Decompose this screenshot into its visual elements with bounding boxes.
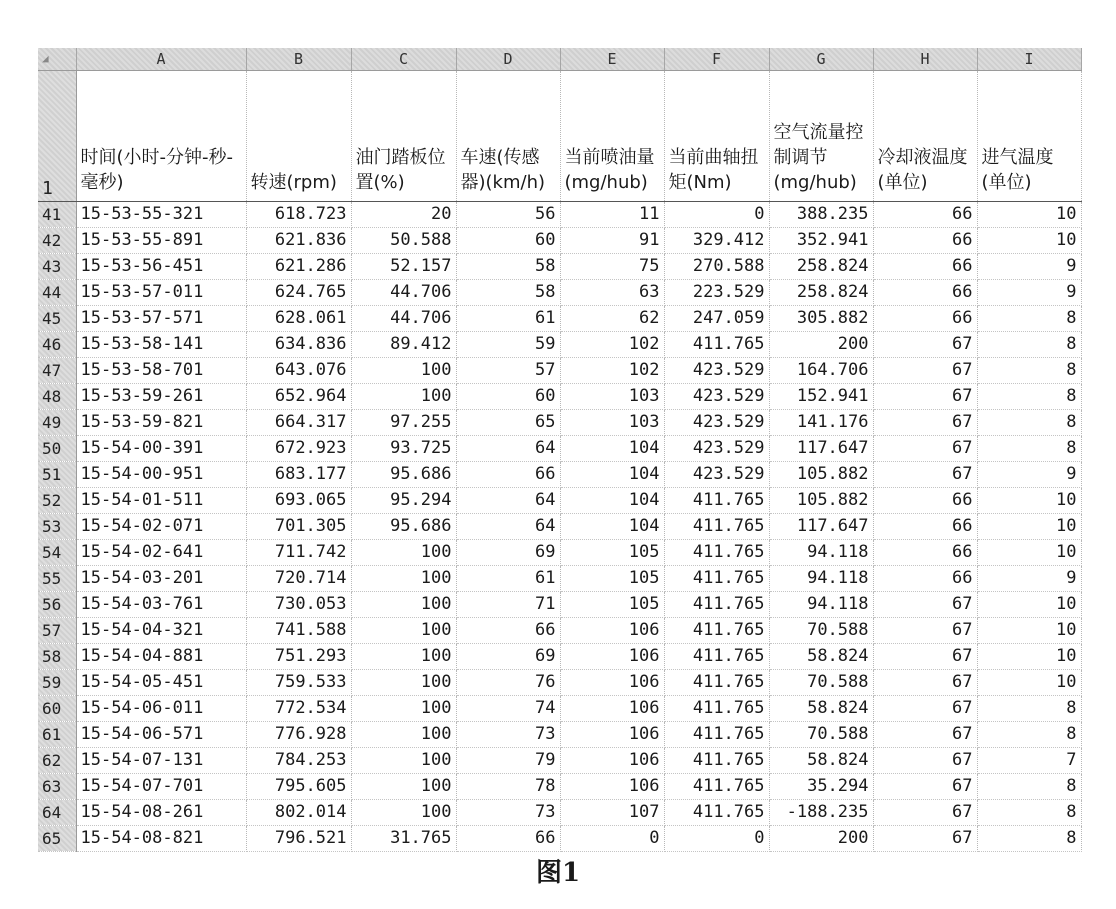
data-cell[interactable]: 9 [977, 462, 1081, 488]
data-cell[interactable]: 411.765 [664, 540, 769, 566]
data-cell[interactable]: 93.725 [351, 436, 456, 462]
data-cell[interactable]: 11 [560, 202, 664, 228]
column-header-d[interactable]: D [456, 48, 560, 71]
data-cell[interactable]: 105 [560, 592, 664, 618]
data-cell[interactable]: 8 [977, 306, 1081, 332]
data-cell[interactable]: 15-54-03-761 [76, 592, 246, 618]
data-cell[interactable]: 672.923 [246, 436, 351, 462]
data-cell[interactable]: 15-54-04-321 [76, 618, 246, 644]
data-cell[interactable]: 652.964 [246, 384, 351, 410]
table-row [38, 358, 1081, 384]
data-cell[interactable]: 10 [977, 228, 1081, 254]
table-row [38, 228, 1081, 254]
data-cell[interactable]: 223.529 [664, 280, 769, 306]
data-cell[interactable]: 71 [456, 592, 560, 618]
data-cell[interactable]: 67 [873, 696, 977, 722]
data-cell[interactable]: 329.412 [664, 228, 769, 254]
data-cell[interactable]: -188.235 [769, 800, 873, 826]
data-cell[interactable]: 9 [977, 254, 1081, 280]
data-cell[interactable]: 106 [560, 696, 664, 722]
data-cell[interactable]: 95.294 [351, 488, 456, 514]
data-cell[interactable]: 152.941 [769, 384, 873, 410]
data-cell[interactable]: 66 [873, 228, 977, 254]
table-row [38, 800, 1081, 826]
data-cell[interactable]: 61 [456, 566, 560, 592]
data-cell[interactable]: 15-54-02-641 [76, 540, 246, 566]
table-row [38, 462, 1081, 488]
data-cell[interactable]: 411.765 [664, 332, 769, 358]
data-cell[interactable]: 75 [560, 254, 664, 280]
table-row [38, 670, 1081, 696]
figure-caption: 图1 [535, 858, 581, 888]
column-header-bar [38, 48, 1081, 71]
data-cell[interactable]: 9 [977, 280, 1081, 306]
data-cell[interactable]: 15-53-58-701 [76, 358, 246, 384]
data-cell[interactable]: 105.882 [769, 488, 873, 514]
column-header-e[interactable]: E [560, 48, 664, 71]
data-cell[interactable]: 100 [351, 696, 456, 722]
row-number[interactable]: 42 [38, 228, 76, 254]
data-cell[interactable]: 100 [351, 800, 456, 826]
data-cell[interactable]: 67 [873, 410, 977, 436]
data-cell[interactable]: 411.765 [664, 514, 769, 540]
data-cell[interactable]: 423.529 [664, 410, 769, 436]
data-cell[interactable]: 100 [351, 670, 456, 696]
data-cell[interactable]: 15-53-58-141 [76, 332, 246, 358]
data-cell[interactable]: 95.686 [351, 514, 456, 540]
row-number[interactable]: 61 [38, 722, 76, 748]
data-cell[interactable]: 621.836 [246, 228, 351, 254]
data-cell[interactable]: 8 [977, 384, 1081, 410]
data-cell[interactable]: 106 [560, 774, 664, 800]
data-cell[interactable]: 67 [873, 358, 977, 384]
data-cell[interactable]: 31.765 [351, 826, 456, 852]
data-cell[interactable]: 200 [769, 826, 873, 852]
data-cell[interactable]: 66 [873, 514, 977, 540]
row-number[interactable]: 62 [38, 748, 76, 774]
row-number[interactable]: 46 [38, 332, 76, 358]
data-cell[interactable]: 69 [456, 540, 560, 566]
table-row [38, 774, 1081, 800]
data-cell[interactable]: 102 [560, 358, 664, 384]
table-row [38, 280, 1081, 306]
data-cell[interactable]: 59 [456, 332, 560, 358]
header-cell[interactable]: 当前曲轴扭矩(Nm) [664, 71, 769, 202]
data-cell[interactable]: 58.824 [769, 748, 873, 774]
table-row [38, 514, 1081, 540]
data-cell[interactable]: 67 [873, 748, 977, 774]
data-cell[interactable]: 106 [560, 748, 664, 774]
data-cell[interactable]: 79 [456, 748, 560, 774]
data-cell[interactable]: 60 [456, 228, 560, 254]
data-cell[interactable]: 0 [664, 826, 769, 852]
column-header-h[interactable]: H [873, 48, 977, 71]
data-cell[interactable]: 10 [977, 202, 1081, 228]
row-number[interactable]: 51 [38, 462, 76, 488]
row-number[interactable]: 47 [38, 358, 76, 384]
data-cell[interactable]: 10 [977, 540, 1081, 566]
data-cell[interactable]: 44.706 [351, 306, 456, 332]
data-cell[interactable]: 15-54-00-951 [76, 462, 246, 488]
data-cell[interactable]: 15-53-59-261 [76, 384, 246, 410]
header-cell[interactable]: 进气温度(单位) [977, 71, 1081, 202]
data-cell[interactable]: 10 [977, 488, 1081, 514]
table-row [38, 696, 1081, 722]
data-cell[interactable]: 67 [873, 800, 977, 826]
row-number[interactable]: 55 [38, 566, 76, 592]
data-cell[interactable]: 15-54-07-131 [76, 748, 246, 774]
data-cell[interactable]: 106 [560, 722, 664, 748]
data-cell[interactable]: 352.941 [769, 228, 873, 254]
table-row [38, 332, 1081, 358]
data-cell[interactable]: 66 [873, 254, 977, 280]
data-cell[interactable]: 58 [456, 254, 560, 280]
data-cell[interactable]: 63 [560, 280, 664, 306]
data-cell[interactable]: 66 [873, 306, 977, 332]
data-cell[interactable]: 20 [351, 202, 456, 228]
data-cell[interactable]: 100 [351, 384, 456, 410]
data-cell[interactable]: 247.059 [664, 306, 769, 332]
data-cell[interactable]: 64 [456, 488, 560, 514]
table-row [38, 436, 1081, 462]
data-cell[interactable]: 200 [769, 332, 873, 358]
data-cell[interactable]: 67 [873, 670, 977, 696]
data-cell[interactable]: 52.157 [351, 254, 456, 280]
row-number[interactable]: 41 [38, 202, 76, 228]
data-cell[interactable]: 411.765 [664, 722, 769, 748]
row-number[interactable]: 65 [38, 826, 76, 852]
column-header-i[interactable]: I [977, 48, 1081, 71]
data-cell[interactable]: 643.076 [246, 358, 351, 384]
data-cell[interactable]: 102 [560, 332, 664, 358]
data-cell[interactable]: 105 [560, 540, 664, 566]
data-cell[interactable]: 117.647 [769, 514, 873, 540]
data-cell[interactable]: 664.317 [246, 410, 351, 436]
data-cell[interactable]: 720.714 [246, 566, 351, 592]
data-cell[interactable]: 8 [977, 410, 1081, 436]
data-cell[interactable]: 103 [560, 384, 664, 410]
data-cell[interactable]: 15-53-56-451 [76, 254, 246, 280]
row-number[interactable]: 48 [38, 384, 76, 410]
data-cell[interactable]: 15-54-07-701 [76, 774, 246, 800]
row-number[interactable]: 60 [38, 696, 76, 722]
table-row [38, 722, 1081, 748]
data-cell[interactable]: 795.605 [246, 774, 351, 800]
data-cell[interactable]: 60 [456, 384, 560, 410]
data-cell[interactable]: 100 [351, 748, 456, 774]
data-cell[interactable]: 70.588 [769, 670, 873, 696]
data-cell[interactable]: 164.706 [769, 358, 873, 384]
data-cell[interactable]: 97.255 [351, 410, 456, 436]
table-row [38, 826, 1081, 852]
data-cell[interactable]: 15-54-02-071 [76, 514, 246, 540]
table-row [38, 488, 1081, 514]
data-cell[interactable]: 258.824 [769, 254, 873, 280]
data-cell[interactable]: 100 [351, 540, 456, 566]
row-number[interactable]: 64 [38, 800, 76, 826]
data-cell[interactable]: 634.836 [246, 332, 351, 358]
data-cell[interactable]: 65 [456, 410, 560, 436]
data-cell[interactable]: 104 [560, 514, 664, 540]
data-cell[interactable]: 10 [977, 644, 1081, 670]
data-cell[interactable]: 711.742 [246, 540, 351, 566]
table-row [38, 540, 1081, 566]
data-cell[interactable]: 74 [456, 696, 560, 722]
data-cell[interactable]: 67 [873, 462, 977, 488]
data-cell[interactable]: 741.588 [246, 618, 351, 644]
data-cell[interactable]: 411.765 [664, 618, 769, 644]
data-cell[interactable]: 411.765 [664, 488, 769, 514]
table-row [38, 566, 1081, 592]
data-cell[interactable]: 94.118 [769, 592, 873, 618]
data-cell[interactable]: 141.176 [769, 410, 873, 436]
data-cell[interactable]: 66 [873, 280, 977, 306]
data-cell[interactable]: 258.824 [769, 280, 873, 306]
spreadsheet-grid[interactable] [38, 48, 1082, 852]
row-number[interactable]: 53 [38, 514, 76, 540]
data-cell[interactable]: 100 [351, 566, 456, 592]
data-cell[interactable]: 701.305 [246, 514, 351, 540]
data-cell[interactable]: 35.294 [769, 774, 873, 800]
data-cell[interactable]: 270.588 [664, 254, 769, 280]
data-cell[interactable]: 67 [873, 436, 977, 462]
data-cell[interactable]: 423.529 [664, 358, 769, 384]
column-header-a[interactable]: A [76, 48, 246, 71]
data-cell[interactable]: 15-54-00-391 [76, 436, 246, 462]
data-cell[interactable]: 62 [560, 306, 664, 332]
data-cell[interactable]: 751.293 [246, 644, 351, 670]
row-number[interactable]: 58 [38, 644, 76, 670]
row-number[interactable]: 56 [38, 592, 76, 618]
data-cell[interactable]: 100 [351, 358, 456, 384]
data-cell[interactable]: 10 [977, 592, 1081, 618]
data-cell[interactable]: 64 [456, 436, 560, 462]
data-cell[interactable]: 683.177 [246, 462, 351, 488]
data-cell[interactable]: 730.053 [246, 592, 351, 618]
data-cell[interactable]: 64 [456, 514, 560, 540]
header-cell[interactable]: 时间(小时-分钟-秒-毫秒) [76, 71, 246, 202]
data-cell[interactable]: 70.588 [769, 722, 873, 748]
data-cell[interactable]: 759.533 [246, 670, 351, 696]
row-number[interactable]: 57 [38, 618, 76, 644]
table-row [38, 618, 1081, 644]
data-cell[interactable]: 100 [351, 722, 456, 748]
data-cell[interactable]: 105.882 [769, 462, 873, 488]
data-cell[interactable]: 104 [560, 436, 664, 462]
data-cell[interactable]: 15-53-57-571 [76, 306, 246, 332]
data-cell[interactable]: 8 [977, 774, 1081, 800]
data-cell[interactable]: 57 [456, 358, 560, 384]
row-number[interactable]: 54 [38, 540, 76, 566]
row-number[interactable]: 45 [38, 306, 76, 332]
header-row [38, 71, 1081, 202]
data-cell[interactable]: 411.765 [664, 670, 769, 696]
data-cell[interactable]: 100 [351, 644, 456, 670]
data-cell[interactable]: 106 [560, 644, 664, 670]
data-cell[interactable]: 388.235 [769, 202, 873, 228]
data-cell[interactable]: 67 [873, 592, 977, 618]
data-cell[interactable]: 67 [873, 826, 977, 852]
data-cell[interactable]: 106 [560, 670, 664, 696]
data-cell[interactable]: 693.065 [246, 488, 351, 514]
data-cell[interactable]: 100 [351, 618, 456, 644]
data-cell[interactable]: 305.882 [769, 306, 873, 332]
data-cell[interactable]: 94.118 [769, 540, 873, 566]
data-cell[interactable]: 8 [977, 826, 1081, 852]
header-cell[interactable]: 当前喷油量(mg/hub) [560, 71, 664, 202]
table-row [38, 410, 1081, 436]
data-cell[interactable]: 0 [664, 202, 769, 228]
data-cell[interactable]: 61 [456, 306, 560, 332]
data-cell[interactable]: 15-53-55-891 [76, 228, 246, 254]
data-cell[interactable]: 618.723 [246, 202, 351, 228]
data-cell[interactable]: 103 [560, 410, 664, 436]
data-cell[interactable]: 117.647 [769, 436, 873, 462]
data-cell[interactable]: 411.765 [664, 696, 769, 722]
data-cell[interactable]: 411.765 [664, 800, 769, 826]
data-cell[interactable]: 15-54-06-011 [76, 696, 246, 722]
data-cell[interactable]: 107 [560, 800, 664, 826]
header-cell[interactable]: 空气流量控制调节(mg/hub) [769, 71, 873, 202]
data-cell[interactable]: 776.928 [246, 722, 351, 748]
data-cell[interactable]: 423.529 [664, 384, 769, 410]
table-row [38, 748, 1081, 774]
data-cell[interactable]: 50.588 [351, 228, 456, 254]
column-header-c[interactable]: C [351, 48, 456, 71]
data-cell[interactable]: 66 [873, 566, 977, 592]
data-cell[interactable]: 67 [873, 644, 977, 670]
table-row [38, 384, 1081, 410]
data-cell[interactable]: 411.765 [664, 748, 769, 774]
data-cell[interactable]: 58.824 [769, 644, 873, 670]
data-cell[interactable]: 100 [351, 592, 456, 618]
data-cell[interactable]: 15-54-04-881 [76, 644, 246, 670]
row-number[interactable]: 50 [38, 436, 76, 462]
data-cell[interactable]: 66 [456, 618, 560, 644]
data-cell[interactable]: 15-53-57-011 [76, 280, 246, 306]
data-cell[interactable]: 66 [456, 826, 560, 852]
data-cell[interactable]: 73 [456, 800, 560, 826]
data-cell[interactable]: 94.118 [769, 566, 873, 592]
data-cell[interactable]: 89.412 [351, 332, 456, 358]
data-cell[interactable]: 411.765 [664, 644, 769, 670]
data-cell[interactable]: 56 [456, 202, 560, 228]
data-cell[interactable]: 802.014 [246, 800, 351, 826]
data-cell[interactable]: 628.061 [246, 306, 351, 332]
header-cell[interactable]: 油门踏板位置(%) [351, 71, 456, 202]
data-cell[interactable]: 796.521 [246, 826, 351, 852]
data-cell[interactable]: 73 [456, 722, 560, 748]
data-cell[interactable]: 411.765 [664, 592, 769, 618]
data-cell[interactable]: 67 [873, 332, 977, 358]
data-cell[interactable]: 8 [977, 722, 1081, 748]
data-cell[interactable]: 10 [977, 618, 1081, 644]
data-cell[interactable]: 8 [977, 332, 1081, 358]
data-cell[interactable]: 67 [873, 618, 977, 644]
data-cell[interactable]: 66 [873, 488, 977, 514]
data-cell[interactable]: 423.529 [664, 436, 769, 462]
table-row [38, 254, 1081, 280]
data-cell[interactable]: 0 [560, 826, 664, 852]
data-cell[interactable]: 67 [873, 774, 977, 800]
data-cell[interactable]: 15-53-55-321 [76, 202, 246, 228]
data-cell[interactable]: 15-54-01-511 [76, 488, 246, 514]
select-all-corner[interactable]: ◢ [38, 48, 76, 71]
data-cell[interactable]: 66 [873, 202, 977, 228]
column-header-g[interactable]: G [769, 48, 873, 71]
data-cell[interactable]: 44.706 [351, 280, 456, 306]
data-cell[interactable]: 8 [977, 696, 1081, 722]
data-cell[interactable]: 8 [977, 358, 1081, 384]
data-cell[interactable]: 10 [977, 514, 1081, 540]
data-cell[interactable]: 624.765 [246, 280, 351, 306]
data-cell[interactable]: 423.529 [664, 462, 769, 488]
row-number[interactable]: 52 [38, 488, 76, 514]
header-cell[interactable]: 车速(传感器)(km/h) [456, 71, 560, 202]
data-cell[interactable]: 78 [456, 774, 560, 800]
row-number[interactable]: 43 [38, 254, 76, 280]
data-cell[interactable]: 7 [977, 748, 1081, 774]
data-cell[interactable]: 15-53-59-821 [76, 410, 246, 436]
data-cell[interactable]: 76 [456, 670, 560, 696]
data-cell[interactable]: 411.765 [664, 774, 769, 800]
data-cell[interactable]: 105 [560, 566, 664, 592]
table-row [38, 202, 1081, 228]
header-cell[interactable]: 转速(rpm) [246, 71, 351, 202]
data-cell[interactable]: 10 [977, 670, 1081, 696]
table-row [38, 644, 1081, 670]
data-cell[interactable]: 58 [456, 280, 560, 306]
row-number[interactable]: 59 [38, 670, 76, 696]
data-cell[interactable]: 9 [977, 566, 1081, 592]
data-cell[interactable]: 104 [560, 488, 664, 514]
data-cell[interactable]: 8 [977, 436, 1081, 462]
data-cell[interactable]: 91 [560, 228, 664, 254]
data-cell[interactable]: 15-54-06-571 [76, 722, 246, 748]
data-cell[interactable]: 15-54-03-201 [76, 566, 246, 592]
row-number[interactable]: 1 [38, 71, 76, 202]
data-cell[interactable]: 106 [560, 618, 664, 644]
data-cell[interactable]: 58.824 [769, 696, 873, 722]
data-cell[interactable]: 67 [873, 384, 977, 410]
data-cell[interactable]: 15-54-08-821 [76, 826, 246, 852]
data-cell[interactable]: 104 [560, 462, 664, 488]
data-cell[interactable]: 784.253 [246, 748, 351, 774]
data-cell[interactable]: 95.686 [351, 462, 456, 488]
data-cell[interactable]: 66 [873, 540, 977, 566]
data-cell[interactable]: 100 [351, 774, 456, 800]
header-cell[interactable]: 冷却液温度(单位) [873, 71, 977, 202]
data-cell[interactable]: 411.765 [664, 566, 769, 592]
data-cell[interactable]: 8 [977, 800, 1081, 826]
data-cell[interactable]: 67 [873, 722, 977, 748]
data-cell[interactable]: 621.286 [246, 254, 351, 280]
data-cell[interactable]: 70.588 [769, 618, 873, 644]
table-row [38, 592, 1081, 618]
column-header-f[interactable]: F [664, 48, 769, 71]
column-header-b[interactable]: B [246, 48, 351, 71]
row-number[interactable]: 63 [38, 774, 76, 800]
table-row [38, 306, 1081, 332]
row-number[interactable]: 44 [38, 280, 76, 306]
row-number[interactable]: 49 [38, 410, 76, 436]
data-cell[interactable]: 15-54-08-261 [76, 800, 246, 826]
data-cell[interactable]: 66 [456, 462, 560, 488]
data-cell[interactable]: 69 [456, 644, 560, 670]
data-cell[interactable]: 15-54-05-451 [76, 670, 246, 696]
data-cell[interactable]: 772.534 [246, 696, 351, 722]
